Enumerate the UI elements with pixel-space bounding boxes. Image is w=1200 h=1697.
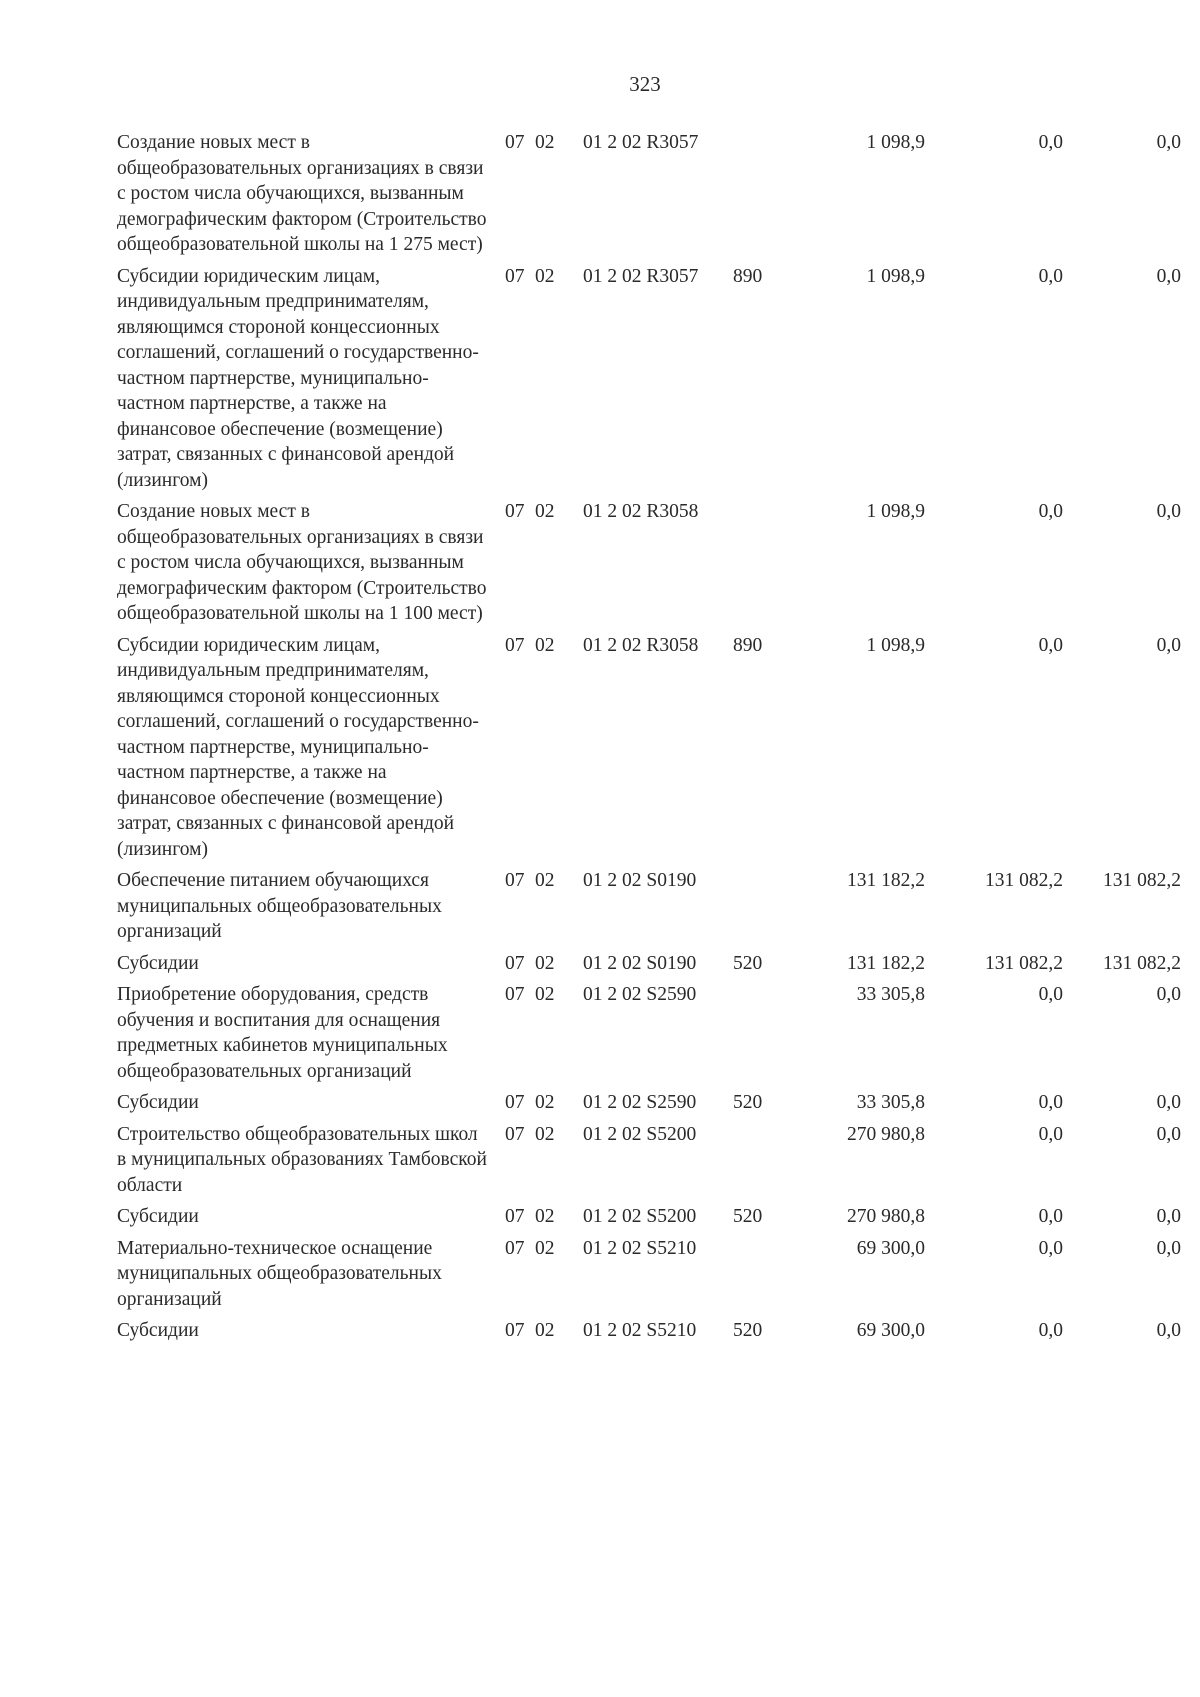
amount-year-3: 131 082,2 <box>1103 952 1181 974</box>
subsection-code: 02 <box>535 1206 555 1227</box>
expense-type-code: 890 <box>733 634 763 656</box>
amount-year-2: 0,0 <box>1038 1237 1063 1259</box>
expense-name: Приобретение оборудования, средств обучения и воспитания для оснащения предметных кабинетов муниципальных общеобразовательных организаций <box>117 984 448 1082</box>
expense-name: Субсидии <box>117 1092 199 1113</box>
target-article-code: 01 2 02 R3058 <box>583 501 699 522</box>
budget-table <box>117 130 1179 1350</box>
amount-year-1: 270 980,8 <box>847 1123 925 1145</box>
subsection-code: 02 <box>535 132 555 153</box>
expense-name: Субсидии <box>117 1206 199 1227</box>
amount-year-2: 0,0 <box>1038 1206 1063 1227</box>
table-row <box>117 982 1179 1084</box>
amount-year-1: 69 300,0 <box>856 1237 925 1259</box>
section-code: 07 <box>505 984 525 1005</box>
amount-year-1: 1 098,9 <box>866 132 925 153</box>
amount-year-3: 0,0 <box>1156 1123 1181 1145</box>
amount-year-2: 131 082,2 <box>985 952 1063 974</box>
subsection-code: 02 <box>535 634 555 656</box>
amount-year-1: 69 300,0 <box>856 1320 925 1341</box>
subsection-code: 02 <box>535 952 555 974</box>
section-code: 07 <box>505 265 525 287</box>
amount-year-3: 131 082,2 <box>1103 870 1181 891</box>
target-article-code: 01 2 02 S2590 <box>583 984 697 1005</box>
expense-type-code: 520 <box>733 1092 763 1113</box>
target-article-code: 01 2 02 R3057 <box>583 132 699 153</box>
expense-type-code: 520 <box>733 1206 763 1227</box>
table-row <box>117 499 1179 627</box>
expense-name: Субсидии юридическим лицам, индивидуальным предпринимателям, являющимся стороной концессионных соглашений, соглашений о государственно-частном партнерстве, муниципально-частном партнерстве, а также на финансовое обеспечение (возмещение) затрат, связанных с финансовой арендой (лизингом) <box>117 634 479 860</box>
amount-year-2: 0,0 <box>1038 1092 1063 1113</box>
section-code: 07 <box>505 1092 525 1113</box>
table-row <box>117 633 1179 863</box>
amount-year-3: 0,0 <box>1156 265 1181 287</box>
amount-year-3: 0,0 <box>1156 1320 1181 1341</box>
amount-year-3: 0,0 <box>1156 984 1181 1005</box>
subsection-code: 02 <box>535 1237 555 1259</box>
section-code: 07 <box>505 952 525 974</box>
amount-year-3: 0,0 <box>1156 1237 1181 1259</box>
subsection-code: 02 <box>535 1123 555 1145</box>
section-code: 07 <box>505 132 525 153</box>
table-row <box>117 1318 1179 1344</box>
amount-year-1: 1 098,9 <box>866 634 925 656</box>
amount-year-2: 131 082,2 <box>985 870 1063 891</box>
expense-name: Создание новых мест в общеобразовательных организациях в связи с ростом числа обучающихся, вызванным демографическим фактором (Строительство общеобразовательной школы на 1 100 мест) <box>117 501 487 624</box>
target-article-code: 01 2 02 R3057 <box>583 265 699 287</box>
amount-year-2: 0,0 <box>1038 634 1063 656</box>
target-article-code: 01 2 02 S5200 <box>583 1206 697 1227</box>
amount-year-3: 0,0 <box>1156 634 1181 656</box>
expense-name: Материально-техническое оснащение муниципальных общеобразовательных организаций <box>117 1237 442 1310</box>
expense-name: Строительство общеобразовательных школ в муниципальных образованиях Тамбовской области <box>117 1123 487 1196</box>
amount-year-1: 33 305,8 <box>856 984 925 1005</box>
target-article-code: 01 2 02 S5210 <box>583 1320 697 1341</box>
table-row <box>117 1236 1179 1313</box>
amount-year-1: 270 980,8 <box>847 1206 925 1227</box>
section-code: 07 <box>505 1206 525 1227</box>
amount-year-2: 0,0 <box>1038 501 1063 522</box>
subsection-code: 02 <box>535 265 555 287</box>
expense-type-code: 520 <box>733 952 763 974</box>
subsection-code: 02 <box>535 501 555 522</box>
section-code: 07 <box>505 634 525 656</box>
subsection-code: 02 <box>535 870 555 891</box>
amount-year-2: 0,0 <box>1038 265 1063 287</box>
amount-year-1: 131 182,2 <box>847 952 925 974</box>
section-code: 07 <box>505 1320 525 1341</box>
expense-name: Субсидии <box>117 952 199 974</box>
amount-year-1: 1 098,9 <box>866 265 925 287</box>
amount-year-1: 1 098,9 <box>866 501 925 522</box>
amount-year-2: 0,0 <box>1038 984 1063 1005</box>
table-row <box>117 1204 1179 1230</box>
expense-name: Субсидии юридическим лицам, индивидуальным предпринимателям, являющимся стороной концессионных соглашений, соглашений о государственно-частном партнерстве, муниципально-частном партнерстве, а также на финансовое обеспечение (возмещение) затрат, связанных с финансовой арендой (лизингом) <box>117 265 479 491</box>
section-code: 07 <box>505 870 525 891</box>
table-row <box>117 130 1179 258</box>
table-row <box>117 868 1179 945</box>
expense-type-code: 890 <box>733 265 763 287</box>
target-article-code: 01 2 02 R3058 <box>583 634 699 656</box>
page-number: 323 <box>629 72 661 96</box>
section-code: 07 <box>505 1237 525 1259</box>
table-row <box>117 1122 1179 1199</box>
target-article-code: 01 2 02 S5200 <box>583 1123 697 1145</box>
target-article-code: 01 2 02 S2590 <box>583 1092 697 1113</box>
amount-year-3: 0,0 <box>1156 1092 1181 1113</box>
target-article-code: 01 2 02 S0190 <box>583 870 697 891</box>
amount-year-2: 0,0 <box>1038 132 1063 153</box>
table-row <box>117 264 1179 494</box>
subsection-code: 02 <box>535 1092 555 1113</box>
amount-year-2: 0,0 <box>1038 1320 1063 1341</box>
expense-name: Субсидии <box>117 1320 199 1341</box>
section-code: 07 <box>505 1123 525 1145</box>
amount-year-3: 0,0 <box>1156 1206 1181 1227</box>
expense-type-code: 520 <box>733 1320 763 1341</box>
subsection-code: 02 <box>535 1320 555 1341</box>
target-article-code: 01 2 02 S5210 <box>583 1237 697 1259</box>
section-code: 07 <box>505 501 525 522</box>
expense-name: Создание новых мест в общеобразовательных организациях в связи с ростом числа обучающихся, вызванным демографическим фактором (Строительство общеобразовательной школы на 1 275 мест) <box>117 132 487 255</box>
amount-year-1: 131 182,2 <box>847 870 925 891</box>
table-row <box>117 951 1179 977</box>
expense-name: Обеспечение питанием обучающихся муниципальных общеобразовательных организаций <box>117 870 442 942</box>
subsection-code: 02 <box>535 984 555 1005</box>
amount-year-2: 0,0 <box>1038 1123 1063 1145</box>
amount-year-3: 0,0 <box>1156 132 1181 153</box>
amount-year-1: 33 305,8 <box>856 1092 925 1113</box>
amount-year-3: 0,0 <box>1156 501 1181 522</box>
table-row <box>117 1090 1179 1116</box>
target-article-code: 01 2 02 S0190 <box>583 952 697 974</box>
